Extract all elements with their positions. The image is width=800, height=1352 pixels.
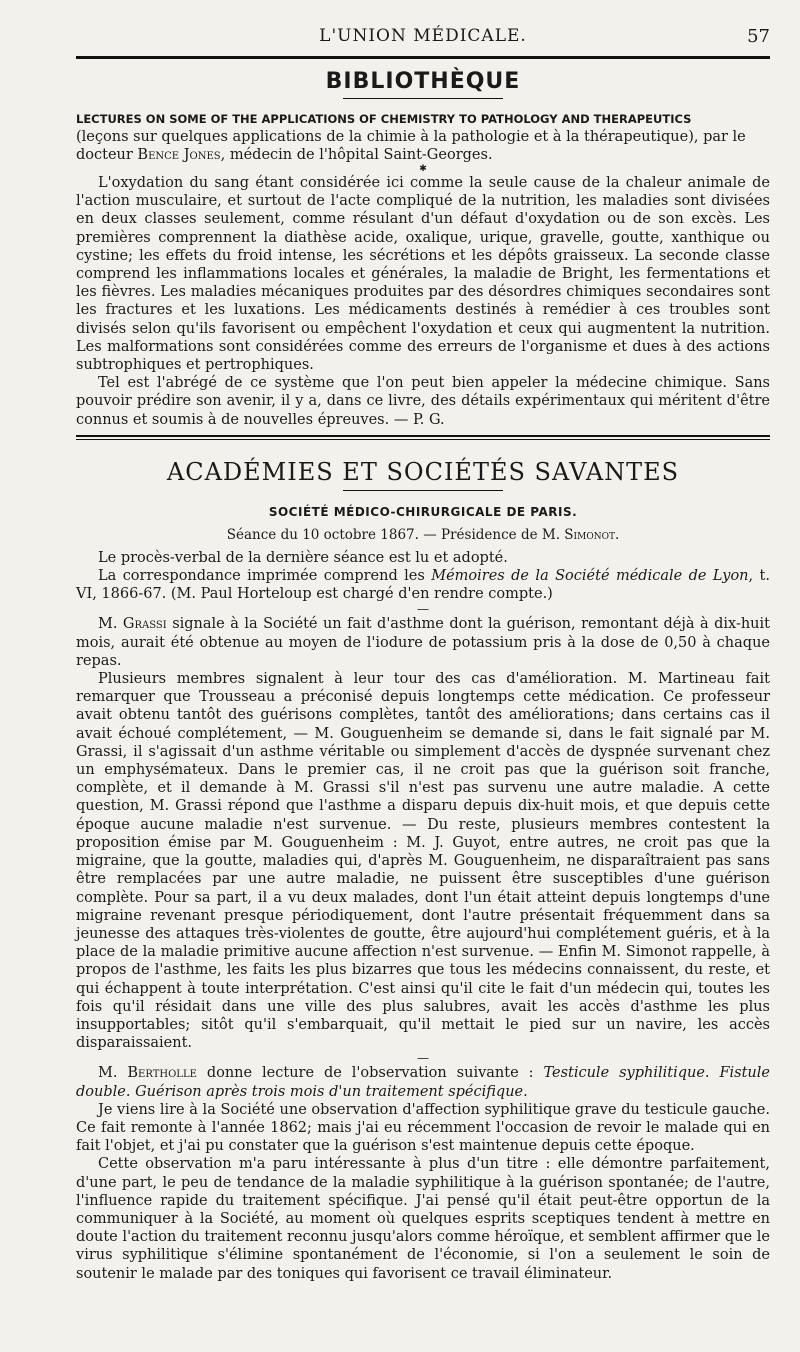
heading-rule-2 bbox=[343, 490, 503, 491]
review-subtitle bbox=[76, 128, 770, 164]
minutes-paragraph: Le procès-verbal de la dernière séance est lu et adopté. bbox=[98, 549, 508, 566]
session-text: Séance du 10 octobre 1867. — Présidence de M. bbox=[226, 526, 565, 543]
separator-dash: — bbox=[417, 602, 429, 617]
session-line bbox=[76, 527, 770, 543]
heading-rule bbox=[343, 98, 503, 99]
running-head bbox=[76, 0, 770, 52]
review-subtitle-text: (leçons sur quelques applications de la chimie à la pathologie et à la thérapeutique), par le docteur bbox=[76, 129, 746, 163]
section-divider bbox=[76, 435, 770, 440]
session-end: . bbox=[614, 526, 620, 543]
correspondence-text: La correspondance imprimée comprend les bbox=[98, 568, 432, 585]
discussion-paragraph: Plusieurs membres signalent à leur tour des cas d'amélioration. M. Martineau fait remarquer que Trousseau a préconisé depuis longtemps cette médication. Ce professeur avait obtenu tantôt des guérisons complètes, tantôt des améliorations; dans certains cas il avait échoué complétement, — M. Gouguenheim se demande si, dans le fait signalé par M. Grassi, il s'agissait d'un asthme véritable ou simplement d'accès de dyspnée survenant chez un emphysémateux. Dans le premier cas, il ne croit pas que la guérison soit franche, complète, et il demande à M. Grassi s'il n'est pas survenu une autre maladie. A cette question, M. Grassi répond que l'asthme a disparu depuis dix-huit mois, et que depuis cette époque aucune maladie n'est survenue. — Du reste, plusieurs membres contestent la proposition émise par M. Gouguenheim : M. J. Guyot, entre autres, ne croit pas que la migraine, que la goutte, maladies qui, d'après M. Gouguenheim, ne disparaîtraient pas sans être remplacées par une autre maladie, ne puissent être susceptibles d'une guérison complète. Pour sa part, il a vu deux malades, dont l'un était atteint depuis longtemps d'une migraine revenant presque périodiquement, dont l'autre présentait fréquemment dans sa jeunesse des attaques très-violentes de goutte, être aujourd'hui complétement guéris, et à la place de la maladie primitive aucune affection n'est survenue. — Enfin M. Simonot rappelle, à propos de l'asthme, les faits les plus bizarres que tous les médecins connaissent, du reste, et qui échappent à toute interprétation. C'est ainsi qu'il cite le fait d'un médecin qui, toutes les fois qu'il résidait dans une ville des plus salubres, avait les accès d'asthme les plus insupportables; sitôt qu'il s'embarquait, qu'il mettait le pied sur un navire, les accès disparaissaient. bbox=[76, 671, 770, 1052]
review-title: LECTURES ON SOME OF THE APPLICATIONS OF CHEMISTRY TO PATHOLOGY AND THERAPEUTICS bbox=[76, 112, 692, 126]
bertholle-paragraph bbox=[76, 1064, 770, 1100]
grassi-paragraph bbox=[76, 615, 770, 670]
president-name: Simonot bbox=[564, 526, 615, 543]
section-heading-bibliotheque: BIBLIOTHÈQUE bbox=[325, 69, 521, 94]
correspondence-title: Mémoires de la Société médicale de Lyon bbox=[431, 568, 749, 585]
observation-title: Testicule syphilitique. Fistule double. Guérison après trois mois d'un traitement spécifique. bbox=[76, 1065, 770, 1100]
grassi-prefix: M. bbox=[98, 616, 123, 633]
review-paragraph-1: L'oxydation du sang étant considérée ici comme la seule cause de la chaleur animale de l'action musculaire, et surtout de l'acte compliqué de la nutrition, les maladies sont divisées en deux classes seulement, comme résulant d'un défaut d'oxydation ou de son excès. Les premières comprennent la diathèse acide, oxalique, urique, gravelle, goutte, xanthique ou cystine; les effets du froid intense, les sécrétions et les dépôts graisseux. La seconde classe comprend les inflammations locales et générales, la maladie de Bright, les fermentations et les fièvres. Les maladies mécaniques produites par des désordres chimiques secondaires sont les fractures et les luxations. Les médicaments destinés à remédier à ces troubles sont divisés selon qu'ils favorisent ou empêchent l'oxydation et ceux qui augmentent la nutrition. Les malformations sont considérées comme des erreurs de l'organisme et dues à des actions subtrophiques et pertrophiques. bbox=[76, 175, 770, 374]
ornament-star: ✱ bbox=[419, 164, 427, 174]
correspondence-paragraph bbox=[76, 567, 770, 603]
observation-paragraph-2: Cette observation m'a paru intéressante à plus d'un titre : elle démontre parfaitement, d'une part, le peu de tendance de la maladie syphilitique à la guérison spontanée; de l'autre, l'influence rapide du traitement spécifique. J'ai pensé qu'il était peut-être opportun de la communiquer à la Société, au moment où quelques esprits sceptiques tendent à mettre en doute l'action du traitement reconnu jusqu'alors comme héroïque, et semblent affirmer que le virus syphilitique s'élimine spontanément de l'économie, si l'on a seulement le soin de soutenir le malade par des toniques qui favorisent ce travail éliminateur. bbox=[76, 1156, 770, 1282]
observation-paragraph-1: Je viens lire à la Société une observation d'affection syphilitique grave du testicule gauche. Ce fait remonte à l'année 1862; mais j'ai eu récemment l'occasion de revoir le malade qui en fait l'objet, et j'ai pu constater que la guérison s'est maintenue depuis cette époque. bbox=[76, 1101, 770, 1155]
correspondence-end: , t. VI, 1866-67. (M. Paul Horteloup est chargé d'en rendre compte.) bbox=[76, 568, 770, 603]
grassi-name: Grassi bbox=[122, 616, 167, 633]
page-number: 57 bbox=[747, 26, 770, 47]
section-heading-academies: ACADÉMIES ET SOCIÉTÉS SAVANTES bbox=[166, 457, 680, 486]
header-rule bbox=[76, 56, 770, 59]
review-subtitle-end: , médecin de l'hôpital Saint-Georges. bbox=[220, 147, 493, 163]
bertholle-text: donne lecture de l'observation suivante : bbox=[196, 1065, 544, 1082]
grassi-text: signale à la Société un fait d'asthme dont la guérison, remontant déjà à dix-huit mois, aurait été obtenue au moyen de l'iodure de potassium pris à la dose de 0,50 à chaque repas. bbox=[76, 616, 770, 669]
bertholle-name: Bertholle bbox=[127, 1065, 197, 1082]
bertholle-prefix: M. bbox=[98, 1065, 128, 1082]
journal-title: L'UNION MÉDICALE. bbox=[319, 26, 527, 46]
society-title: SOCIÉTÉ MÉDICO-CHIRURGICALE DE PARIS. bbox=[268, 504, 578, 519]
review-paragraph-2: Tel est l'abrégé de ce système que l'on peut bien appeler la médecine chimique. Sans pouvoir prédire son avenir, il y a, dans ce livre, des détails expérimentaux qui méritent d'être connus et soumis à de nouvelles épreuves. — P. G. bbox=[76, 375, 770, 428]
separator-dash-2: — bbox=[417, 1051, 429, 1066]
review-author: Bence Jones bbox=[137, 147, 221, 163]
